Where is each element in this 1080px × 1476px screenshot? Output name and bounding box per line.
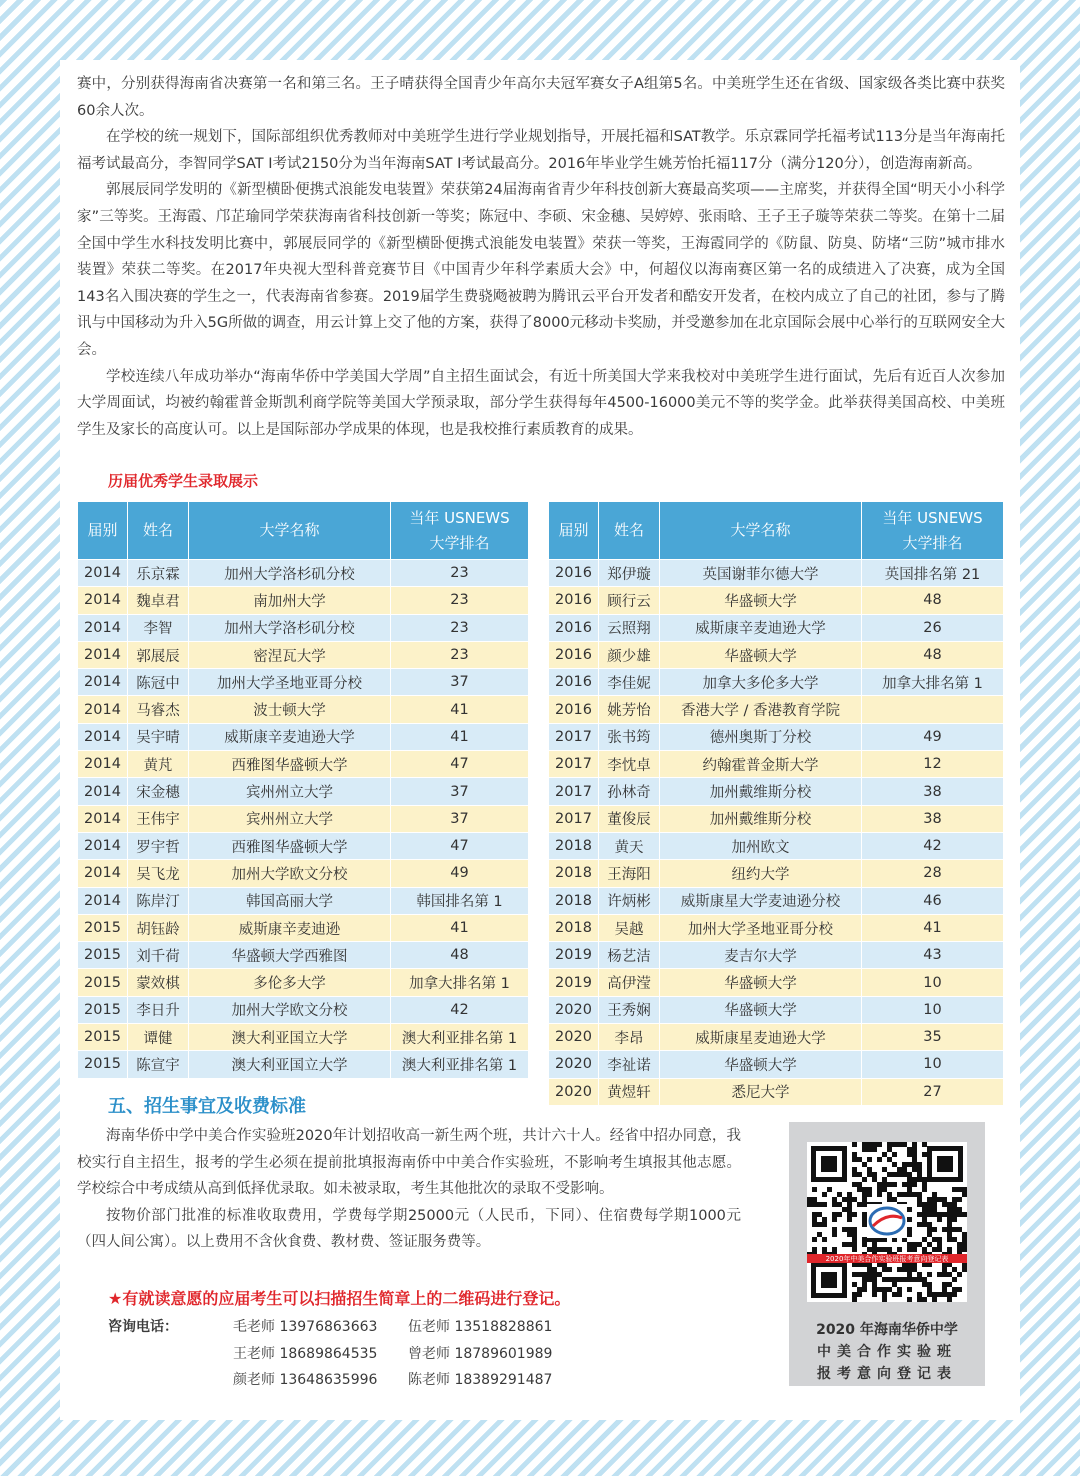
cell-university: 波士顿大学 <box>189 696 391 723</box>
cell-rank: 澳大利亚排名第 1 <box>391 1051 529 1078</box>
cell-rank: 加拿大排名第 1 <box>391 969 529 996</box>
contact-entry: 王老师 18689864535 <box>233 1345 378 1362</box>
cell-year: 2014 <box>78 696 128 723</box>
intro-paragraph-4: 学校连续八年成功举办“海南华侨中学美国大学周”自主招生面试会，有近十所美国大学来我校对中美班学生进行面试，先后有近百人次参加大学周面试，均被约翰霍普金斯凯利商学院等美国大学预录取，部分学生获得每年4500-16000美元不等的奖学金。此举获得美国高校、中美班学生及家长的高度认可。以上是国际部办学成果的体现，也是我校推行素质教育的成果。 <box>77 368 1005 438</box>
contact-row <box>108 1314 552 1341</box>
cell-rank: 47 <box>391 832 529 859</box>
cell-name: 马睿杰 <box>128 696 189 723</box>
cell-rank: 41 <box>391 723 529 750</box>
cell-university: 约翰霍普金斯大学 <box>660 751 862 778</box>
cell-university: 香港大学 / 香港教育学院 <box>660 696 862 723</box>
table-row <box>549 969 1004 996</box>
table-row <box>549 560 1004 587</box>
intro-paragraph-3: 郭展辰同学发明的《新型横卧便携式浪能发电装置》荣获第24届海南省青少年科技创新大赛最高奖项——主席奖，并获得全国“明天小小科学家”三等奖。王海霞、邝芷瑜同学荣获海南省科技创新一等奖；陈冠中、李硕、宋金穗、吴婷婷、张雨晗、王子王子璇等荣获二等奖。在第十二届全国中学生水科技发明比赛中，郭展辰同学的《新型横卧便携式浪能发电装置》荣获一等奖，王海霞同学的《防鼠、防臭、防堵“三防”城市排水装置》荣获二等奖。在2017年央视大型科普竞赛节目《中国青少年科学素质大会》中，何超仪以海南赛区第一名的成绩进入了决赛，成为全国143名入围决赛的学生之一，代表海南省参赛。2019届学生费骁飏被聘为腾讯云平台开发者和酷安开发者，在校内成立了自己的社团，参与了腾讯与中国移动为升入5G所做的调查，用云计算上交了他的方案，获得了8000元移动卡奖励，并受邀参加在北京国际会展中心举行的互联网安全大会。 <box>77 182 1005 358</box>
cell-rank: 38 <box>862 778 1004 805</box>
cell-year: 2016 <box>549 669 599 696</box>
cell-university: 加州大学洛杉矶分校 <box>189 560 391 587</box>
cell-name: 胡钰龄 <box>128 914 189 941</box>
table-row <box>78 696 529 723</box>
table-header-row <box>78 502 529 560</box>
table-row <box>78 723 529 750</box>
cell-university: 加州大学洛杉矶分校 <box>189 614 391 641</box>
cell-year: 2015 <box>78 996 128 1023</box>
header-year: 届别 <box>78 502 128 560</box>
cell-university: 华盛顿大学 <box>660 641 862 668</box>
cell-name: 杨艺洁 <box>599 942 660 969</box>
table-row <box>78 1024 529 1051</box>
cell-name: 郭展辰 <box>128 641 189 668</box>
cell-rank: 46 <box>862 887 1004 914</box>
header-rank-line1: 当年 USNEWS <box>409 508 510 527</box>
cell-name: 李日升 <box>128 996 189 1023</box>
table-row <box>78 614 529 641</box>
header-university: 大学名称 <box>660 502 862 560</box>
cell-university: 悉尼大学 <box>660 1078 862 1105</box>
table-row <box>78 641 529 668</box>
header-rank-line2: 大学排名 <box>429 533 490 552</box>
cell-university: 威斯康辛麦迪逊大学 <box>189 723 391 750</box>
cell-year: 2014 <box>78 832 128 859</box>
cell-university: 密涅瓦大学 <box>189 641 391 668</box>
table-row <box>549 641 1004 668</box>
cell-name: 陈宣宇 <box>128 1051 189 1078</box>
cell-university: 华盛顿大学 <box>660 1051 862 1078</box>
intro-paragraph-1: 赛中，分别获得海南省决赛第一名和第三名。王子晴获得全国青少年高尔夫冠军赛女子A组第5名。中美班学生还在省级、国家级各类比赛中获奖60余人次。 <box>77 76 1005 119</box>
intro-text <box>77 71 1005 443</box>
cell-year: 2018 <box>549 832 599 859</box>
table-row <box>78 914 529 941</box>
cell-rank: 48 <box>862 587 1004 614</box>
cell-year: 2015 <box>78 914 128 941</box>
table-row <box>78 996 529 1023</box>
cell-university: 华盛顿大学西雅图 <box>189 942 391 969</box>
cell-university: 加州戴维斯分校 <box>660 805 862 832</box>
cell-name: 谭健 <box>128 1024 189 1051</box>
table-row <box>78 942 529 969</box>
cell-rank: 37 <box>391 805 529 832</box>
table-row <box>78 969 529 996</box>
cell-rank: 49 <box>862 723 1004 750</box>
cell-name: 王海阳 <box>599 860 660 887</box>
cell-rank: 49 <box>391 860 529 887</box>
qr-code-panel <box>789 1122 985 1386</box>
header-rank <box>391 502 529 560</box>
table-row <box>78 1051 529 1078</box>
cell-name: 姚芳怡 <box>599 696 660 723</box>
cell-year: 2014 <box>78 587 128 614</box>
cell-university: 西雅图华盛顿大学 <box>189 751 391 778</box>
cell-year: 2017 <box>549 778 599 805</box>
table-row <box>549 805 1004 832</box>
table-row <box>549 832 1004 859</box>
cell-university: 威斯康星大学麦迪逊分校 <box>660 887 862 914</box>
cell-year: 2014 <box>78 860 128 887</box>
cell-rank: 23 <box>391 614 529 641</box>
admissions-table-left-body <box>78 560 529 1079</box>
enrollment-paragraph-1: 海南华侨中学中美合作实验班2020年计划招收高一新生两个班，共计六十人。经省中招办同意，我校实行自主招生，报考的学生必须在提前批填报海南侨中中美合作实验班，不影响考生填报其他志愿。学校综合中考成绩从高到低择优录取。如未被录取，考生其他批次的录取不受影响。 <box>77 1128 741 1198</box>
table-row <box>78 805 529 832</box>
cell-university: 西雅图华盛顿大学 <box>189 832 391 859</box>
admissions-table-right <box>548 501 1004 1106</box>
enrollment-paragraph-2: 按物价部门批准的标准收取费用，学费每学期25000元（人民币，下同）、住宿费每学期1000元（四人间公寓）。以上费用不含伙食费、教材费、签证服务费等。 <box>77 1207 741 1251</box>
cell-year: 2014 <box>78 887 128 914</box>
qr-banner-text: 2020年中美合作实验班报考意向登记表 <box>825 1255 949 1263</box>
cell-rank: 35 <box>862 1024 1004 1051</box>
cell-rank: 42 <box>862 832 1004 859</box>
table-row <box>549 587 1004 614</box>
qr-code[interactable] <box>807 1142 967 1302</box>
table-row <box>78 587 529 614</box>
header-university: 大学名称 <box>189 502 391 560</box>
cell-year: 2018 <box>549 887 599 914</box>
cell-rank: 28 <box>862 860 1004 887</box>
table-row <box>549 887 1004 914</box>
header-year: 届别 <box>549 502 599 560</box>
cell-year: 2018 <box>549 860 599 887</box>
qr-caption-line-1: 2020 年海南华侨中学 <box>816 1322 958 1338</box>
contact-list <box>108 1314 552 1394</box>
cell-university: 澳大利亚国立大学 <box>189 1051 391 1078</box>
header-rank-line1: 当年 USNEWS <box>882 508 983 527</box>
cell-university: 德州奥斯丁分校 <box>660 723 862 750</box>
cell-rank: 23 <box>391 587 529 614</box>
contact-entry: 曾老师 18789601989 <box>408 1345 553 1362</box>
cell-university: 威斯康辛麦迪逊 <box>189 914 391 941</box>
admissions-table-right-body <box>549 560 1004 1106</box>
cell-year: 2018 <box>549 914 599 941</box>
cell-rank: 42 <box>391 996 529 1023</box>
cell-rank: 38 <box>862 805 1004 832</box>
cell-year: 2014 <box>78 641 128 668</box>
cell-name: 黄芃 <box>128 751 189 778</box>
table-row <box>549 696 1004 723</box>
cell-university: 南加州大学 <box>189 587 391 614</box>
cell-name: 宋金穗 <box>128 778 189 805</box>
cell-name: 王伟宇 <box>128 805 189 832</box>
table-row <box>549 1078 1004 1105</box>
admissions-title: 历届优秀学生录取展示 <box>108 472 259 490</box>
table-row <box>549 1024 1004 1051</box>
cell-rank: 43 <box>862 942 1004 969</box>
cell-rank: 10 <box>862 1051 1004 1078</box>
contact-entry: 陈老师 18389291487 <box>408 1372 553 1389</box>
cell-rank: 10 <box>862 996 1004 1023</box>
cell-rank: 12 <box>862 751 1004 778</box>
cell-rank: 37 <box>391 778 529 805</box>
cell-year: 2016 <box>549 641 599 668</box>
cell-year: 2014 <box>78 751 128 778</box>
cell-rank: 23 <box>391 641 529 668</box>
cell-rank: 英国排名第 21 <box>862 560 1004 587</box>
cell-name: 李昂 <box>599 1024 660 1051</box>
cell-year: 2020 <box>549 1051 599 1078</box>
cell-name: 吴越 <box>599 914 660 941</box>
qr-caption-line-3: 报考意向登记表 <box>817 1366 957 1382</box>
table-row <box>78 860 529 887</box>
cell-university: 纽约大学 <box>660 860 862 887</box>
qr-code-image <box>807 1142 967 1302</box>
table-row <box>549 860 1004 887</box>
cell-rank: 48 <box>391 942 529 969</box>
cell-name: 李佳妮 <box>599 669 660 696</box>
qr-caption <box>789 1319 985 1385</box>
cell-name: 张书筠 <box>599 723 660 750</box>
cell-rank: 41 <box>862 914 1004 941</box>
admissions-table-left <box>77 501 529 1079</box>
cell-year: 2016 <box>549 696 599 723</box>
cell-rank: 41 <box>391 696 529 723</box>
contact-entry: 伍老师 13518828861 <box>408 1319 553 1335</box>
intro-paragraph-2: 在学校的统一规划下，国际部组织优秀教师对中美班学生进行学业规划指导，开展托福和SAT教学。乐京霖同学托福考试113分是当年海南托福考试最高分，李智同学SAT Ⅰ考试2150分为当年海南SAT Ⅰ考试最高分。2016年毕业学生姚芳怡托福117分（满分120分），创造海南新高。 <box>77 129 1005 172</box>
contact-row <box>108 1341 552 1368</box>
cell-year: 2014 <box>78 614 128 641</box>
cell-year: 2014 <box>78 778 128 805</box>
cell-name: 李智 <box>128 614 189 641</box>
table-row <box>549 778 1004 805</box>
header-name: 姓名 <box>128 502 189 560</box>
cell-rank: 48 <box>862 641 1004 668</box>
cell-university: 威斯康辛麦迪逊大学 <box>660 614 862 641</box>
cell-year: 2019 <box>549 942 599 969</box>
cell-name: 陈冠中 <box>128 669 189 696</box>
table-row <box>78 751 529 778</box>
cell-rank: 27 <box>862 1078 1004 1105</box>
cell-year: 2020 <box>549 1024 599 1051</box>
header-rank-line2: 大学排名 <box>902 533 963 552</box>
header-rank <box>862 502 1004 560</box>
cell-name: 吴飞龙 <box>128 860 189 887</box>
cell-university: 麦吉尔大学 <box>660 942 862 969</box>
cell-rank: 26 <box>862 614 1004 641</box>
cell-year: 2015 <box>78 1051 128 1078</box>
cell-name: 蒙效棋 <box>128 969 189 996</box>
enrollment-section-title: 五、招生事宜及收费标准 <box>108 1096 306 1117</box>
cell-rank: 41 <box>391 914 529 941</box>
cell-university: 加州大学圣地亚哥分校 <box>189 669 391 696</box>
cell-year: 2016 <box>549 560 599 587</box>
cell-name: 郑伊璇 <box>599 560 660 587</box>
cell-university: 宾州州立大学 <box>189 805 391 832</box>
cell-rank <box>862 696 1004 723</box>
cell-university: 宾州州立大学 <box>189 778 391 805</box>
cell-year: 2017 <box>549 723 599 750</box>
cell-year: 2014 <box>78 560 128 587</box>
cell-rank: 澳大利亚排名第 1 <box>391 1024 529 1051</box>
cell-name: 高伊滢 <box>599 969 660 996</box>
cell-rank: 加拿大排名第 1 <box>862 669 1004 696</box>
cell-rank: 韩国排名第 1 <box>391 887 529 914</box>
cell-university: 加拿大多伦多大学 <box>660 669 862 696</box>
cell-name: 董俊辰 <box>599 805 660 832</box>
cell-university: 澳大利亚国立大学 <box>189 1024 391 1051</box>
table-row <box>549 723 1004 750</box>
table-row <box>549 942 1004 969</box>
cell-university: 多伦多大学 <box>189 969 391 996</box>
cell-name: 云照翔 <box>599 614 660 641</box>
table-header-row <box>549 502 1004 560</box>
cell-university: 韩国高丽大学 <box>189 887 391 914</box>
cell-year: 2015 <box>78 969 128 996</box>
table-row <box>549 1051 1004 1078</box>
cell-name: 孙林奇 <box>599 778 660 805</box>
cell-name: 乐京霖 <box>128 560 189 587</box>
cell-name: 罗宇哲 <box>128 832 189 859</box>
contact-label: 咨询电话： <box>108 1319 178 1335</box>
cell-year: 2014 <box>78 805 128 832</box>
cell-year: 2016 <box>549 587 599 614</box>
table-row <box>549 751 1004 778</box>
cell-name: 李祉诺 <box>599 1051 660 1078</box>
page-sheet <box>60 60 1020 1420</box>
cell-name: 黄煜轩 <box>599 1078 660 1105</box>
cell-university: 加州大学欧文分校 <box>189 860 391 887</box>
cell-year: 2014 <box>78 669 128 696</box>
cell-university: 加州戴维斯分校 <box>660 778 862 805</box>
cell-university: 威斯康星麦迪逊大学 <box>660 1024 862 1051</box>
table-row <box>549 914 1004 941</box>
contact-row <box>108 1367 552 1394</box>
table-row <box>549 669 1004 696</box>
cell-rank: 23 <box>391 560 529 587</box>
cell-name: 颜少雄 <box>599 641 660 668</box>
cell-year: 2019 <box>549 969 599 996</box>
cell-university: 华盛顿大学 <box>660 996 862 1023</box>
cell-year: 2017 <box>549 751 599 778</box>
cell-year: 2017 <box>549 805 599 832</box>
cell-year: 2014 <box>78 723 128 750</box>
cell-rank: 10 <box>862 969 1004 996</box>
cell-year: 2016 <box>549 614 599 641</box>
cell-name: 王秀娴 <box>599 996 660 1023</box>
cell-university: 英国谢菲尔德大学 <box>660 560 862 587</box>
qr-caption-line-2: 中美合作实验班 <box>817 1344 957 1360</box>
table-row <box>78 669 529 696</box>
cell-name: 李忱卓 <box>599 751 660 778</box>
table-row <box>78 560 529 587</box>
cell-name: 黄天 <box>599 832 660 859</box>
registration-notice: ★有就读意愿的应届考生可以扫描招生简章上的二维码进行登记。 <box>108 1289 571 1308</box>
cell-rank: 47 <box>391 751 529 778</box>
cell-university: 加州大学欧文分校 <box>189 996 391 1023</box>
table-row <box>78 778 529 805</box>
cell-rank: 37 <box>391 669 529 696</box>
cell-university: 华盛顿大学 <box>660 969 862 996</box>
enrollment-text <box>77 1123 741 1256</box>
cell-name: 顾行云 <box>599 587 660 614</box>
cell-university: 加州欧文 <box>660 832 862 859</box>
cell-name: 许炳彬 <box>599 887 660 914</box>
cell-name: 吴宇晴 <box>128 723 189 750</box>
cell-year: 2015 <box>78 1024 128 1051</box>
cell-year: 2015 <box>78 942 128 969</box>
cell-university: 加州大学圣地亚哥分校 <box>660 914 862 941</box>
contact-entry: 颜老师 13648635996 <box>233 1372 378 1389</box>
cell-year: 2020 <box>549 996 599 1023</box>
table-row <box>549 614 1004 641</box>
contact-entry: 毛老师 13976863663 <box>233 1319 378 1335</box>
table-row <box>549 996 1004 1023</box>
header-name: 姓名 <box>599 502 660 560</box>
table-row <box>78 832 529 859</box>
cell-name: 魏卓君 <box>128 587 189 614</box>
cell-name: 陈岸汀 <box>128 887 189 914</box>
cell-name: 刘千荷 <box>128 942 189 969</box>
cell-university: 华盛顿大学 <box>660 587 862 614</box>
table-row <box>78 887 529 914</box>
cell-year: 2020 <box>549 1078 599 1105</box>
